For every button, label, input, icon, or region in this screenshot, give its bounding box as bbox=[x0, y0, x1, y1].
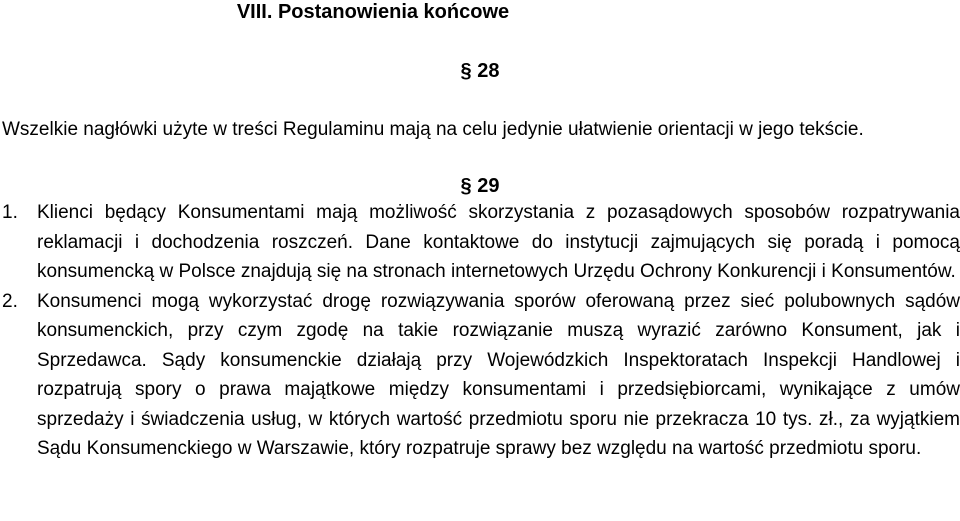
list-item-marker: 2. bbox=[2, 290, 18, 312]
list-item bbox=[2, 287, 960, 464]
section-28-paragraph: Wszelkie nagłówki użyte w treści Regulaminu mają na celu jedynie ułatwienie orientacji w jego tekście. bbox=[2, 119, 864, 140]
list-item-marker: 1. bbox=[2, 202, 18, 223]
chapter-title: VIII. Postanowienia końcowe bbox=[236, 1, 510, 23]
section-29-list bbox=[2, 198, 960, 464]
section-number-29: § 29 bbox=[460, 175, 500, 197]
list-item-text: Klienci będący Konsumentami mają możliwość skorzystania z pozasądowych sposobów rozpatrywania reklamacji i dochodzenia roszczeń. Dane kontaktowe do instytucji zajmujących się poradą i pomocą konsumencką w Polsce znajdują się na stronach internetowych Urzędu Ochrony Konkurencji i Konsumentów. bbox=[37, 202, 960, 282]
list-item bbox=[2, 198, 960, 287]
section-number-28: § 28 bbox=[460, 60, 500, 82]
list-item-text: Konsumenci mogą wykorzystać drogę rozwiązywania sporów oferowaną przez sieć polubownych sądów konsumenckich, przy czym zgodę na takie rozwiązanie muszą wyrazić zarówno Konsument, jak i Sprzedawca. Sądy konsumenckie działają przy Wojewódzkich Inspektoratach Inspekcji Handlowej i rozpatrują spory o prawa majątkowe między konsumentami i przedsiębiorcami, wynikające z umów sprzedaży i świadczenia usług, w których wartość przedmiotu sporu nie przekracza 10 tys. zł., za wyjątkiem Sądu Konsumenckiego w Warszawie, który rozpatruje sprawy bez względu na wartość przedmiotu sporu. bbox=[37, 290, 960, 459]
